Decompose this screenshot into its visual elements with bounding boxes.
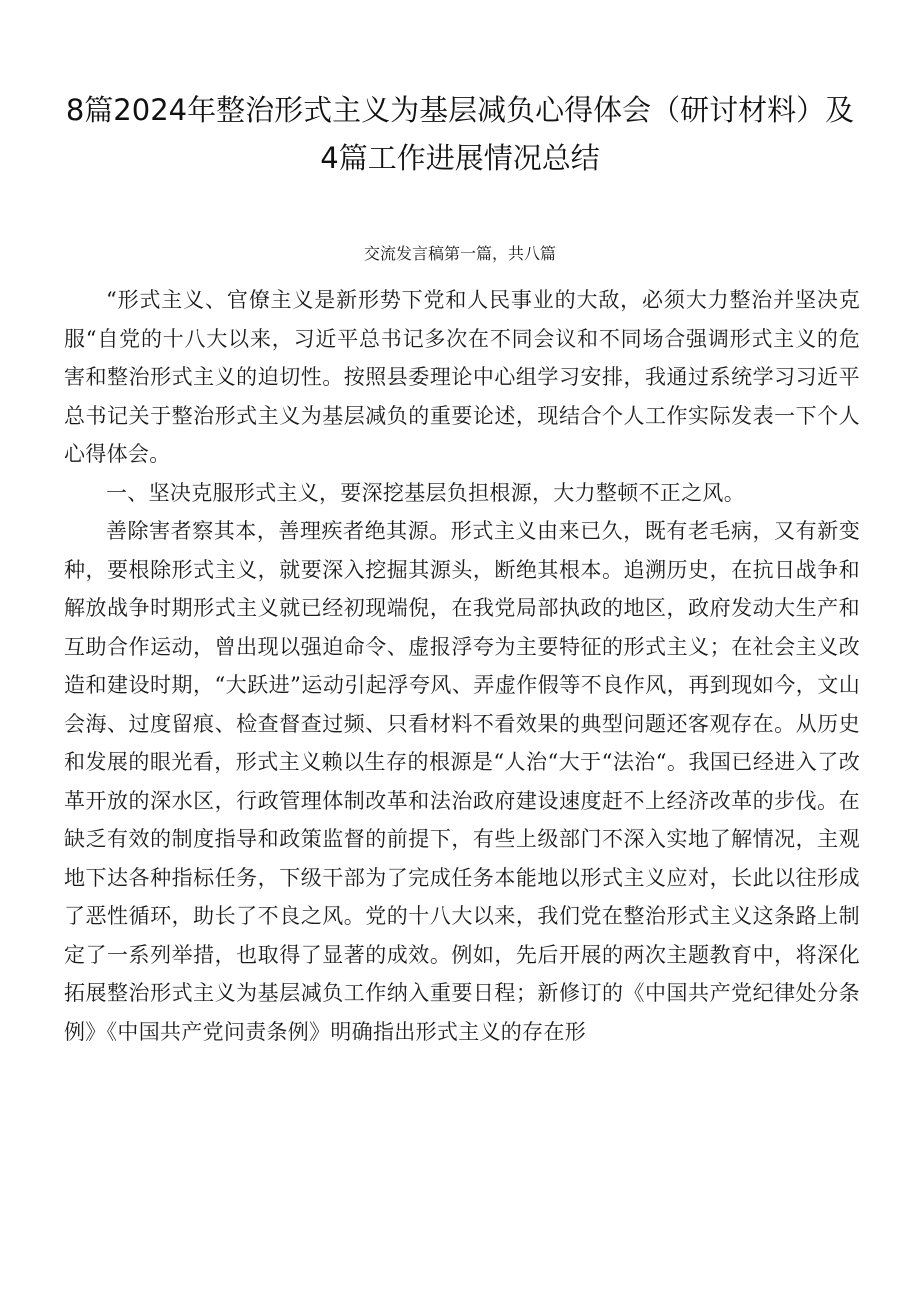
body-paragraph-heading-one: 一、坚决克服形式主义，要深挖基层负担根源，大力整顿不正之风。 — [106, 480, 745, 505]
document-title: 8篇2024年整治形式主义为基层减负心得体会（研讨材料）及4篇工作进展情况总结 — [65, 93, 855, 175]
section-heading: 交流发言稿第一篇，共八篇 — [363, 244, 556, 263]
body-paragraph-intro: “形式主义、官僚主义是新形势下党和人民事业的大敌，必须大力整治并坚决克服“自党的十八大以来，习近平总书记多次在不同会议和不同场合强调形式主义的危害和整治形式主义的迫切性。按照县委理论中心组学习安排，我通过系统学习习近平总书记关于整治形式主义为基层减负的重要论述，现结合个人工作实际发表一下个人心得体会。 — [64, 288, 860, 466]
document-body — [64, 281, 860, 1051]
body-paragraph-main: 善除害者察其本，善理疾者绝其源。形式主义由来已久，既有老毛病，又有新变种，要根除形式主义，就要深入挖掘其源头，断绝其根本。追溯历史，在抗日战争和解放战争时期形式主义就已经初现端倪，在我党局部执政的地区，政府发动大生产和互助合作运动，曾出现以强迫命令、虚报浮夸为主要特征的形式主义；在社会主义改造和建设时期，“大跃进”运动引起浮夸风、弄虚作假等不良作风，再到现如今，文山会海、过度留痕、检查督查过频、只看材料不看效果的典型问题还客观存在。从历史和发展的眼光看，形式主义赖以生存的根源是“人治“大于“法治“。我国已经进入了改革开放的深水区，行政管理体制改革和法治政府建设速度赶不上经济改革的步伐。在缺乏有效的制度指导和政策监督的前提下，有些上级部门不深入实地了解情况，主观地下达各种指标任务，下级干部为了完成任务本能地以形式主义应对，长此以往形成了恶性循环，助长了不良之风。党的十八大以来，我们党在整治形式主义这条路上制定了一系列举措，也取得了显著的成效。例如，先后开展的两次主题教育中，将深化拓展整治形式主义为基层减负工作纳入重要日程；新修订的《中国共产党纪律处分条例》《中国共产党问责条例》明确指出形式主义的存在形 — [64, 519, 860, 1044]
